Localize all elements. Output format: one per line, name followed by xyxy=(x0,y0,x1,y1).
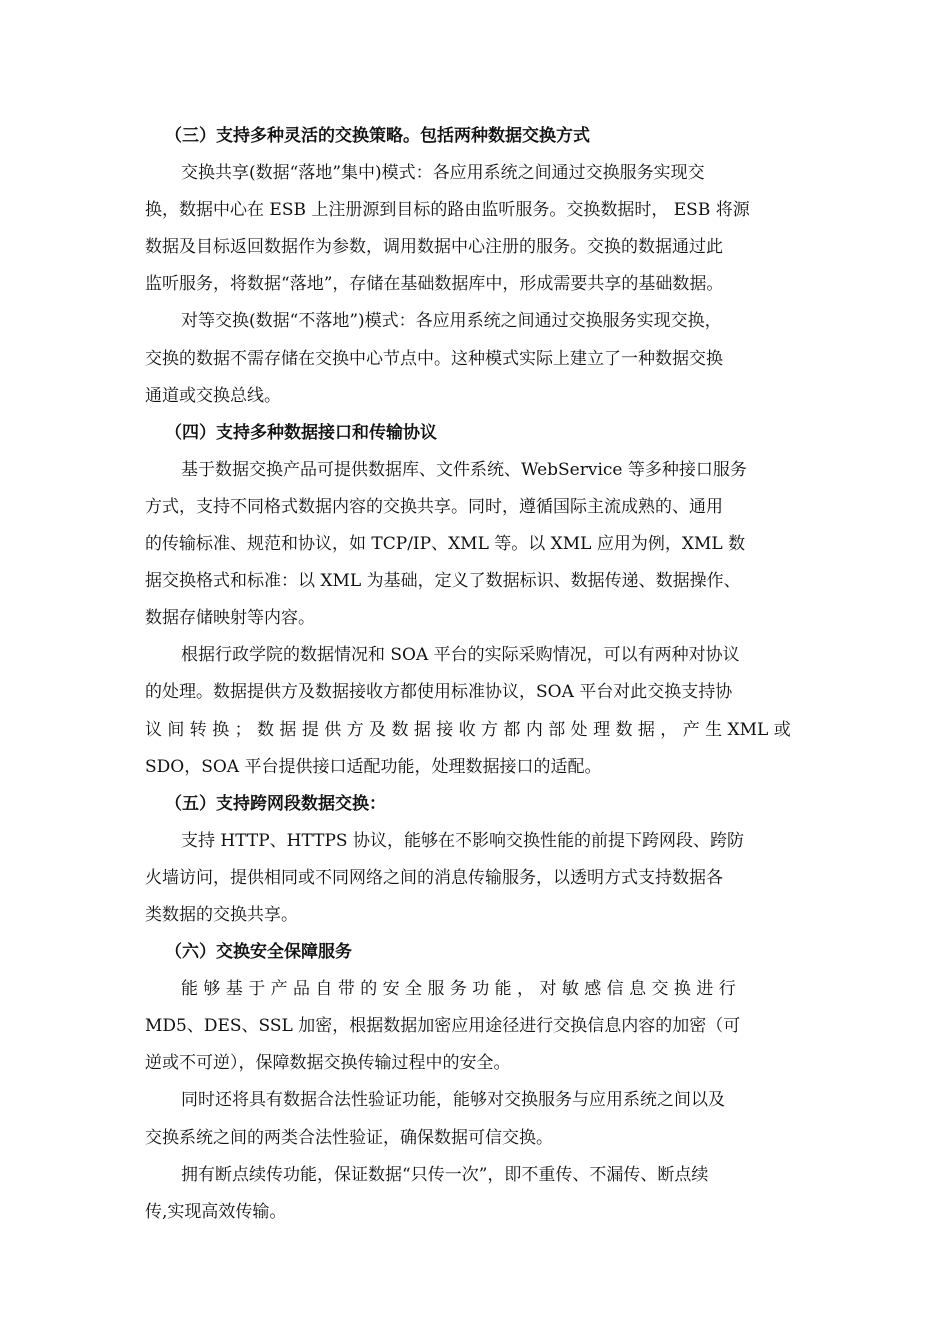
paragraph-line: 据交换格式和标准：以 XML 为基础，定义了数据标识、数据传递、数据操作、 xyxy=(145,571,741,592)
paragraph-line: 通道或交换总线。 xyxy=(145,385,281,406)
paragraph-line: 能 够 基 于 产 品 自 带 的 安 全 服 务 功 能 ， 对 敏 感 信 息 交 换 进 行 xyxy=(181,979,736,1000)
paragraph-line: 的传输标准、规范和协议，如 TCP/IP、XML 等。以 XML 应用为例，XML 数 xyxy=(145,534,746,555)
section-heading-6: （六）交换安全保障服务 xyxy=(165,942,352,963)
paragraph-line: 基于数据交换产品可提供数据库、文件系统、WebService 等多种接口服务 xyxy=(181,459,747,480)
paragraph-line: 类数据的交换共享。 xyxy=(145,904,298,925)
section-heading-3: （三）支持多种灵活的交换策略。包括两种数据交换方式 xyxy=(165,126,590,146)
paragraph-line: 传,实现高效传输。 xyxy=(145,1201,287,1222)
paragraph-line: 换，数据中心在 ESB 上注册源到目标的路由监听服务。交换数据时， ESB 将源 xyxy=(145,200,750,221)
paragraph-line: 交换系统之间的两类合法性验证，确保数据可信交换。 xyxy=(145,1127,553,1148)
paragraph-line: 交换的数据不需存储在交换中心节点中。这种模式实际上建立了一种数据交换 xyxy=(145,348,723,369)
section-heading-5: （五）支持跨网段数据交换： xyxy=(165,793,386,814)
paragraph-line: 火墙访问，提供相同或不同网络之间的消息传输服务，以透明方式支持数据各 xyxy=(145,867,723,888)
paragraph-line: 数据及目标返回数据作为参数，调用数据中心注册的服务。交换的数据通过此 xyxy=(145,237,723,258)
paragraph-line: 监听服务，将数据“落地”，存储在基础数据库中，形成需要共享的基础数据。 xyxy=(145,274,724,295)
paragraph-line: SDO，SOA 平台提供接口适配功能，处理数据接口的适配。 xyxy=(145,756,602,777)
section-heading-4: （四）支持多种数据接口和传输协议 xyxy=(165,422,437,443)
paragraph-line: 同时还将具有数据合法性验证功能，能够对交换服务与应用系统之间以及 xyxy=(181,1090,725,1111)
paragraph-line: 支持 HTTP、HTTPS 协议，能够在不影响交换性能的前提下跨网段、跨防 xyxy=(181,830,744,851)
document-body xyxy=(145,118,815,1231)
paragraph-line: 数据存储映射等内容。 xyxy=(145,608,315,629)
paragraph-line: 的处理。数据提供方及数据接收方都使用标准协议，SOA 平台对此交换支持协 xyxy=(145,682,733,703)
paragraph-line: MD5、DES、SSL 加密，根据数据加密应用途径进行交换信息内容的加密（可 xyxy=(145,1016,741,1037)
paragraph-line: 对等交换(数据“不落地”)模式：各应用系统之间通过交换服务实现交换， xyxy=(181,311,722,332)
paragraph-line: 逆或不可逆），保障数据交换传输过程中的安全。 xyxy=(145,1053,511,1074)
paragraph-line: 议 间 转 换 ； 数 据 提 供 方 及 数 据 接 收 方 都 内 部 处 理 数 据 ， 产 生 XML 或 xyxy=(145,719,791,740)
paragraph-line: 拥有断点续传功能，保证数据“只传一次”，即不重传、不漏传、断点续 xyxy=(181,1164,709,1185)
paragraph-line: 交换共享(数据“落地”集中)模式：各应用系统之间通过交换服务实现交 xyxy=(181,163,705,184)
paragraph-line: 方式，支持不同格式数据内容的交换共享。同时，遵循国际主流成熟的、通用 xyxy=(145,496,723,517)
paragraph-line: 根据行政学院的数据情况和 SOA 平台的实际采购情况，可以有两种对协议 xyxy=(181,645,740,666)
